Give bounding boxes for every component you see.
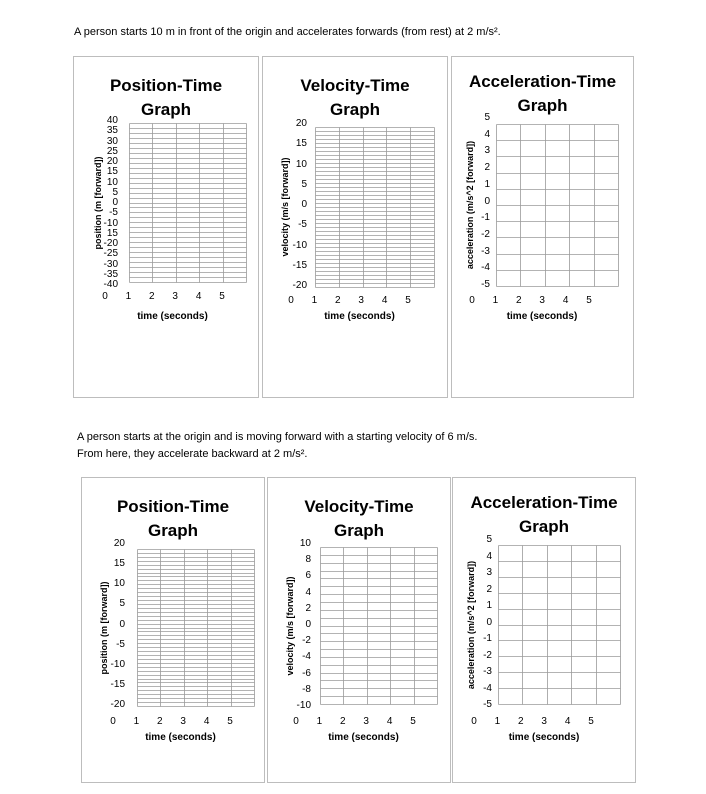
y-tick-label: -4 xyxy=(481,262,490,274)
y-tick-label: -20 xyxy=(110,699,125,710)
x-tick-label: 1 xyxy=(311,295,318,306)
y-tick-label: 5 xyxy=(112,186,118,198)
problem-1-prompt xyxy=(74,24,501,41)
x-tick-label: 5 xyxy=(227,716,233,727)
graph-title-line-2: Graph xyxy=(140,100,192,119)
y-tick-label: -10 xyxy=(296,700,311,711)
y-tick-label: 4 xyxy=(484,128,490,140)
graph-title-line-2: Graph xyxy=(329,100,381,119)
y-tick-label: 10 xyxy=(299,538,311,549)
y-tick-label: -3 xyxy=(483,666,492,677)
graph-card-p2-3 xyxy=(452,477,636,783)
x-tick-label: 4 xyxy=(386,716,393,727)
x-tick-label: 2 xyxy=(149,291,155,302)
y-tick-label: -2 xyxy=(481,228,490,240)
y-tick-label: 10 xyxy=(106,176,118,188)
graph-title-line-1: Acceleration-Time xyxy=(470,493,618,512)
x-tick-label: 5 xyxy=(588,716,594,727)
x-tick-label: 4 xyxy=(381,295,388,306)
y-tick-label: 3 xyxy=(486,567,492,578)
x-axis-label: time (seconds) xyxy=(328,732,399,743)
x-tick-label: 4 xyxy=(564,716,571,727)
x-tick-label: 3 xyxy=(363,716,369,727)
y-tick-label: -20 xyxy=(292,280,307,291)
graph-grid[interactable] xyxy=(496,124,619,287)
problem-2-prompt-line-1: A person starts at the origin and is moving forward with a starting velocity of 6 m/s. xyxy=(77,431,478,443)
y-tick-label: 2 xyxy=(484,162,490,174)
y-tick-label: 3 xyxy=(484,145,490,157)
y-tick-label: 4 xyxy=(486,550,492,562)
y-axis-label: acceleration (m/s^2 [forward]) xyxy=(465,140,475,270)
x-tick-label: 0 xyxy=(469,295,475,306)
y-tick-label: -5 xyxy=(481,279,490,290)
graph-title-line-1: Velocity-Time xyxy=(300,76,410,95)
y-tick-label: -6 xyxy=(302,667,311,679)
y-axis-label: velocity (m/s [forward]) xyxy=(280,157,290,257)
y-tick-label: -20 xyxy=(103,238,118,249)
x-tick-label: 0 xyxy=(288,295,294,306)
x-tick-label: 5 xyxy=(586,295,592,306)
graph-card-p1-3 xyxy=(451,56,634,398)
x-tick-label: 4 xyxy=(203,716,210,727)
x-tick-label: 1 xyxy=(492,295,499,306)
y-tick-label: 0 xyxy=(305,619,311,630)
x-tick-label: 4 xyxy=(195,291,202,302)
y-tick-label: -1 xyxy=(483,633,492,644)
graph-card-p2-2 xyxy=(267,477,451,783)
y-tick-label: -2 xyxy=(302,635,311,647)
x-tick-label: 2 xyxy=(518,716,524,727)
y-axis-label: acceleration (m/s^2 [forward]) xyxy=(466,560,476,689)
x-tick-label: 0 xyxy=(110,716,116,727)
x-axis-label: time (seconds) xyxy=(506,311,578,322)
x-tick-label: 3 xyxy=(541,716,547,727)
x-axis-label: time (seconds) xyxy=(508,732,580,743)
graph-card-p1-1 xyxy=(73,56,259,398)
y-tick-label: -8 xyxy=(302,683,311,695)
y-tick-label: 0 xyxy=(119,618,125,630)
y-tick-label: -15 xyxy=(110,678,125,690)
y-tick-label: 6 xyxy=(305,570,311,582)
y-tick-label: -5 xyxy=(298,219,307,231)
problem-2-prompt xyxy=(77,429,477,463)
x-tick-label: 5 xyxy=(410,716,416,727)
y-axis-label: position (m [forward]) xyxy=(99,581,109,674)
y-tick-label: 10 xyxy=(295,158,307,170)
y-tick-label: 20 xyxy=(106,156,118,167)
x-axis-label: time (seconds) xyxy=(324,311,395,322)
x-tick-label: 1 xyxy=(133,716,140,727)
x-tick-label: 2 xyxy=(340,716,346,727)
graph-grid[interactable] xyxy=(498,545,621,705)
x-tick-label: 0 xyxy=(102,291,108,302)
y-tick-label: 40 xyxy=(106,115,118,126)
y-tick-label: 15 xyxy=(106,166,118,178)
x-tick-label: 3 xyxy=(358,295,364,306)
x-axis-label: time (seconds) xyxy=(145,732,216,743)
x-tick-label: 3 xyxy=(172,291,178,302)
y-tick-label: 20 xyxy=(113,538,125,549)
y-tick-label: -5 xyxy=(116,638,125,650)
y-tick-label: 5 xyxy=(486,534,492,545)
graph-grid[interactable] xyxy=(320,547,438,705)
x-tick-label: 1 xyxy=(125,291,132,302)
y-tick-label: 4 xyxy=(305,586,311,598)
y-tick-label: -15 xyxy=(292,259,307,271)
y-tick-label: 5 xyxy=(484,112,490,123)
x-tick-label: 5 xyxy=(219,291,225,302)
graph-title-line-1: Velocity-Time xyxy=(304,497,414,516)
graph-grid[interactable] xyxy=(129,123,247,283)
graph-title-line-2: Graph xyxy=(517,96,568,115)
y-tick-label: 1 xyxy=(486,600,492,611)
y-axis-label: velocity (m/s [forward]) xyxy=(285,575,295,676)
y-tick-label: -40 xyxy=(103,279,118,290)
y-tick-label: 20 xyxy=(295,118,307,129)
y-tick-label: -10 xyxy=(292,239,307,251)
graph-title-line-1: Acceleration-Time xyxy=(468,72,617,91)
y-tick-label: -4 xyxy=(302,651,311,663)
x-axis-label: time (seconds) xyxy=(137,311,208,322)
y-tick-label: -2 xyxy=(483,649,492,661)
y-tick-label: -30 xyxy=(103,258,118,270)
y-tick-label: 0 xyxy=(301,199,307,210)
graph-title-line-1: Position-Time xyxy=(109,76,223,95)
y-tick-label: 2 xyxy=(486,583,492,595)
y-tick-label: -4 xyxy=(483,682,492,694)
y-tick-label: 15 xyxy=(113,558,125,570)
x-tick-label: 1 xyxy=(316,716,323,727)
y-tick-label: -5 xyxy=(109,207,118,219)
x-tick-label: 3 xyxy=(539,295,545,306)
y-tick-label: -5 xyxy=(483,699,492,710)
problem-1-prompt-line-1: A person starts 10 m in front of the origin and accelerates forwards (from rest) at 2 m/s². xyxy=(74,26,501,38)
x-tick-label: 2 xyxy=(516,295,522,306)
y-tick-label: -3 xyxy=(481,245,490,257)
y-tick-label: 0 xyxy=(112,197,118,208)
y-tick-label: 25 xyxy=(106,145,118,157)
y-tick-label: 15 xyxy=(295,138,307,150)
graph-title-line-2: Graph xyxy=(333,521,385,540)
y-tick-label: -10 xyxy=(103,217,118,229)
y-tick-label: -10 xyxy=(110,658,125,670)
x-tick-label: 5 xyxy=(405,295,411,306)
y-tick-label: 5 xyxy=(301,178,307,190)
graph-grid[interactable] xyxy=(315,127,435,288)
graph-title-line-2: Graph xyxy=(147,521,199,540)
x-tick-label: 3 xyxy=(180,716,186,727)
y-tick-label: -35 xyxy=(103,268,118,280)
y-tick-label: 30 xyxy=(106,135,118,147)
y-tick-label: 8 xyxy=(305,554,311,566)
x-tick-label: 2 xyxy=(335,295,341,306)
graph-title-line-2: Graph xyxy=(518,517,570,536)
y-tick-label: 10 xyxy=(113,578,125,590)
y-tick-label: 5 xyxy=(119,598,125,610)
x-tick-label: 4 xyxy=(562,295,569,306)
y-tick-label: 0 xyxy=(484,195,490,207)
y-tick-label: 1 xyxy=(484,178,490,190)
x-tick-label: 0 xyxy=(293,716,299,727)
x-tick-label: 0 xyxy=(471,716,477,727)
x-tick-label: 1 xyxy=(494,716,501,727)
graph-card-p1-2 xyxy=(262,56,448,398)
graph-title-line-1: Position-Time xyxy=(116,497,230,516)
x-tick-label: 2 xyxy=(157,716,163,727)
y-tick-label: 15 xyxy=(106,227,118,239)
y-tick-label: -1 xyxy=(481,212,490,224)
graph-card-p2-1 xyxy=(81,477,265,783)
y-tick-label: 2 xyxy=(305,602,311,614)
y-tick-label: 35 xyxy=(106,125,118,137)
problem-2-prompt-line-2: From here, they accelerate backward at 2 m/s². xyxy=(77,448,308,460)
y-tick-label: 0 xyxy=(486,616,492,628)
graph-grid[interactable] xyxy=(137,549,255,707)
y-tick-label: -25 xyxy=(103,248,118,260)
y-axis-label: position (m [forward]) xyxy=(93,156,103,249)
